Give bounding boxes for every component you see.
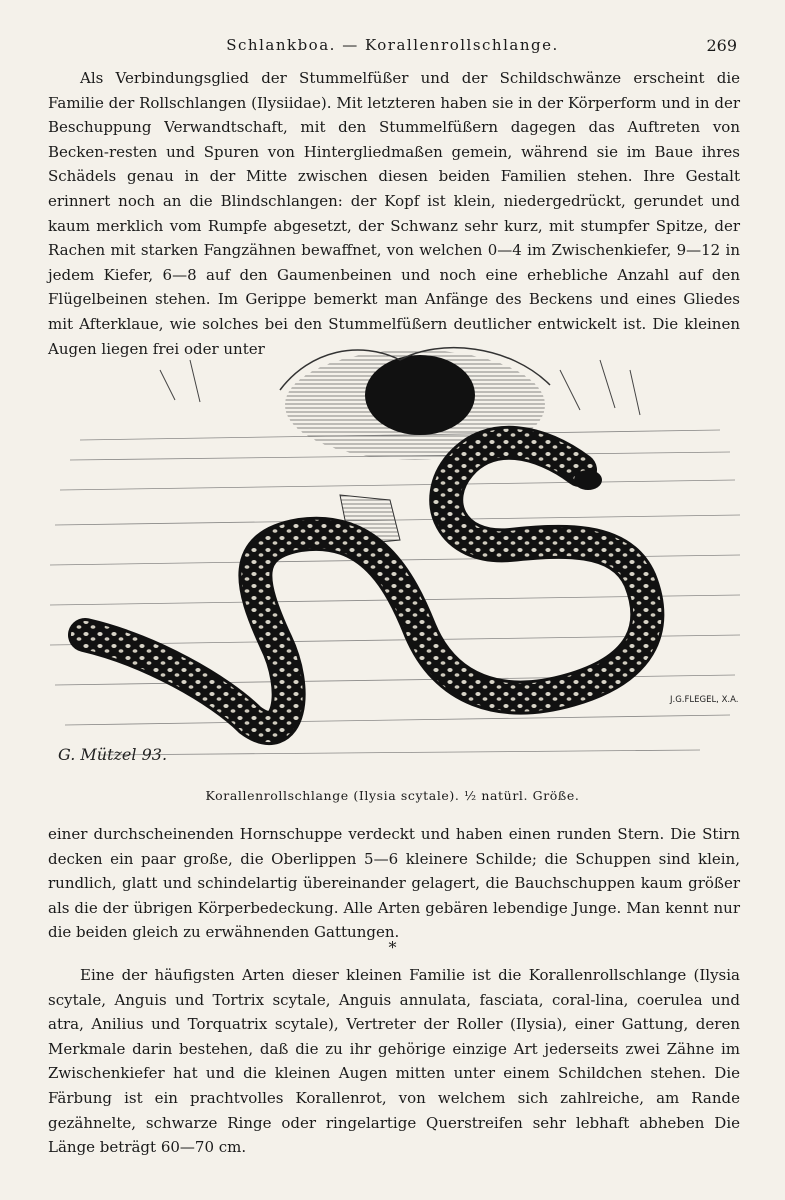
engraver-signature: J.G.FLEGEL, X.A.	[670, 695, 739, 705]
snake-illustration	[40, 330, 745, 770]
artist-signature: G. Mützel 93.	[58, 745, 168, 764]
snake-engraving	[40, 330, 745, 770]
paragraph-species-description: Eine der häufigsten Arten dieser kleinen Familie ist die Korallenrollschlange (Ilysia scytale, Anguis und Tortrix scytale, Anguis annulata, fasciata, coral-lina, coerulea und atra, Anilius und Torquatrix scytale), Vertreter der Roller (Ilysia), einer Gattung, deren Merkmale darin bestehen, daß die zu ihr gehörige einzige Art jederseits zwei Zähne im Zwischenkiefer hat und die kleinen Augen mitten unter einem Schildchen stehen. Die Färbung ist ein prachtvolles Korallenrot, von welchem sich zahlreiche, am Rande gezähnelte, schwarze Ringe oder ringelartige Querstreifen sehr lebhaft abheben Die Länge beträgt 60—70 cm.	[48, 966, 740, 1157]
running-head	[48, 34, 737, 56]
page-number: 269	[706, 36, 737, 55]
section-separator: *	[388, 938, 397, 957]
figure-caption: Korallenrollschlange (Ilysia scytale). ½ natürl. Größe.	[205, 788, 580, 803]
running-title: Schlankboa. — Korallenrollschlange.	[226, 36, 559, 54]
paragraph-scales-description: einer durchscheinenden Hornschuppe verdeckt und haben einen runden Stern. Die Stirn decken ein paar große, die Oberlippen 5—6 kleinere Schilde; die Schuppen sind klein, rundlich, glatt und schindelartig übereinander gelagert, die Bauchschuppen kaum größer als die der übrigen Körperbedeckung. Alle Arten gebären lebendige Junge. Man kennt nur die beiden gleich zu erwähnenden Gattungen.	[48, 825, 740, 942]
paragraph-family-description: Als Verbindungsglied der Stummelfüßer und der Schildschwänze erscheint die Familie der Rollschlangen (Ilysiidae). Mit letzteren haben sie in der Körperform und in der Beschuppung Verwandtschaft, mit den Stummelfüßern dagegen das Auftreten von Becken-resten und Spuren von Hintergliedmaßen gemein, während sie im Baue ihres Schädels genau in der Mitte zwischen diesen beiden Familien stehen. Ihre Gestalt erinnert noch an die Blindschlangen: der Kopf ist klein, niedergedrückt, gerundet und kaum merklich vom Rumpfe abgesetzt, der Schwanz sehr kurz, mit stumpfer Spitze, der Rachen mit starken Fangzähnen bewaffnet, von welchen 0—4 im Zwischenkiefer, 9—12 in jedem Kiefer, 6—8 auf den Gaumenbeinen und noch eine erhebliche Anzahl auf den Flügelbeinen stehen. Im Gerippe bemerkt man Anfänge des Beckens und eines Gliedes mit Afterklaue, wie solches bei den Stummelfüßern deutlicher entwickelt ist. Die kleinen Augen liegen frei oder unter	[48, 69, 740, 358]
